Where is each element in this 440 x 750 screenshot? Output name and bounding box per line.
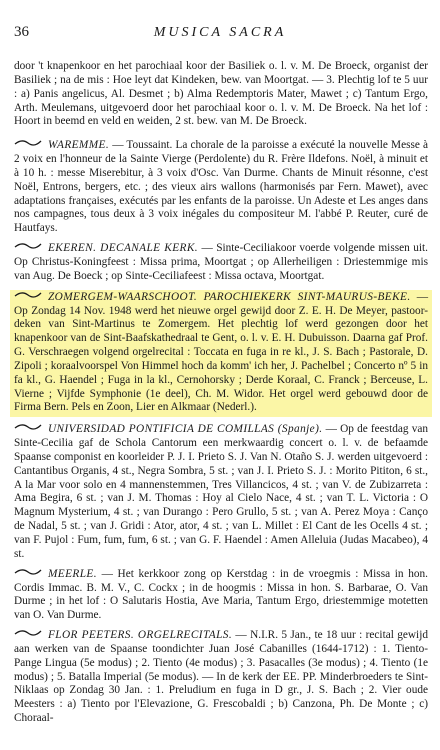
section-flor-peeters — [14, 629, 428, 726]
section-ekeren — [14, 242, 428, 284]
section-zomergem-highlighted — [10, 290, 432, 418]
article-body — [14, 60, 428, 732]
section-heading: FLOR PEETERS. ORGELRECITALS. — [48, 629, 233, 642]
section-text: — Toussaint. La chorale de la paroisse a exécuté la nouvelle Messe à 2 voix en l'honneur de la Sainte Vierge (Perdolente) du R. Frère Ildefons. Noël, à minuit et à 10 h. : messe Miserebitur, à 3 voix d'Osc. Van Durme. Chants de Minuit résonne, c'est Noël, Entrons, bergers, etc. ; des vieux airs wallons (harmonisés par Fern. Mawet), avec adaptations françaises, exécutés par les enfants de la paroisse. Un Adeste et Les anges dans nos campagnes, tous deux à 3 voix inégales du compositeur M. l'abbé P. Reuter, curé de Hautfays. — [14, 139, 429, 235]
section-text: — Sinte-Ceciliakoor voerde volgende missen uit. Op Christus-Koningfeest : Missa prima, Moortgat ; op Allerheiligen : Driestemmige mis van Aug. De Boeck ; op Sinte-Ceciliafeest : Missa octava, Moortgat. — [14, 242, 428, 282]
section-text: — Op Zondag 14 Nov. 1948 werd het nieuwe orgel gewijd door Z. E. H. De Meyer, pastoor-deken van Sint-Martinus te Zomergem. Het plechtig lof werd gezongen door het knapenkoor van de Sint-Baafskathedraal te Gent, o. l. v. E. H. Dubuisson. Daarna gaf Prof. G. Verschraegen volgend orgelrecital : Toccata en fuga in re kl., J. S. Bach ; Pastorale, D. Zipoli ; koraalvoorspel Von Himmel hoch da komm' ich her, J. Pachelbel ; Concerto nº 5 in fa kl., G. Haendel ; Fuga in la kl., Cernohorsky ; Derde Koraal, C. Franck ; Berceuse, L. Vierne ; Vijfde Symphonie (1e deel), Ch. M. Widor. Het orgel werd gebouwd door de Firma Bern. Pels en Zoon, Lier en Alkmaar (Nederl.). — [14, 290, 429, 414]
swash-ornament-icon — [14, 242, 42, 249]
section-text: — N.I.R. 5 Jan., te 18 uur : recital gewijd aan werken van de Spaanse toondichter Juan José Cabanilles (1644-1712) : 1. Tiento-Pange Lingua (5e modus) ; 2. Tiento (4e modus) ; 3. Pasacalles (3e modus) ; 4. Tiento (1e modus) ; 5. Batalla Imperial (5e modus). — In de kerk der EE. PP. Minderbroeders te Sint-Niklaas op Zondag 30 Jan. : 1. Preludium en fuga in D gr., J. S. Bach ; 2. Vier oude Meesters : a) Tiento por l'Elevazione, G. Frescobaldi ; b) Canzona, Ph. De Monte ; c) Choraal- — [14, 629, 428, 725]
swash-ornament-icon — [14, 629, 42, 636]
section-heading: EKEREN. DECANALE KERK. — [48, 242, 199, 255]
swash-ornament-icon — [14, 139, 42, 146]
page-number: 36 — [14, 24, 29, 40]
section-heading: WAREMME. — [48, 139, 110, 152]
section-comillas — [14, 423, 428, 561]
section-continuation — [14, 60, 428, 129]
section-heading: MEERLE. — [48, 567, 97, 580]
swash-ornament-icon — [14, 568, 42, 575]
swash-ornament-icon — [14, 423, 42, 430]
section-text: — Op de feestdag van Sinte-Cecilia gaf de Schola Cantorum een merkwaardig concert o. l. v. de befaamde Spaanse componist en koorleider P. J. I. Prieto S. J. Van N. Otaño S. J. werden uitgevoerd : Cantantibus Organis, 4 st., Negra Sombra, 5 st. ; van J. I. Prieto S. J. : Morito Pititon, 6 st., A la Mar voor solo en 4 mannenstemmen, Tres Villancicos, 4 st. ; van V. de Zubizarreta : Ama Begira, 6 st. ; van J. M. Thomas : Hoy al Cielo Nace, 4 st. ; van T. L. Victoria : O Magnum Mysterium, 4 st. ; van Durango : Pero Grullo, 5 st. ; van A. Perez Moya : Canço de Nadal, 5 st. ; van J. Gridi : Ator, ator, 4 st. ; van L. Millet : El Cant de les Ocells 4 st. ; van F. Pujol : Fum, fum, fum, 6 st. ; van G. F. Haendel : Amen Alleluia (Judas Macabeo), 4 st. — [14, 423, 429, 560]
running-title: MUSICA SACRA — [153, 25, 287, 40]
page-header — [0, 24, 440, 44]
section-meerle — [14, 568, 428, 623]
section-text: door 't knapenkoor en het parochiaal koor der Basiliek o. l. v. M. De Broeck, organist der Basiliek ; na de mis : Hoe leyt dat Kindeken, bew. van Moortgat. — 3. Plechtig lof te 5 uur : a) Panis angelicus, Al. Desmet ; b) Alma Redemptoris Mater, Mawet ; c) Tantum Ergo, Arth. Meulemans, uitgevoerd door het parochiaal koor o. l. v. M. De Broeck. Na het lof : Hoort in beemd en veld en weiden, 2 st. bew. van M. De Broeck. — [14, 60, 428, 128]
section-heading: ZOMERGEM-WAARSCHOOT. PAROCHIEKERK SINT-MAURUS-BEKE. — [48, 290, 411, 303]
section-heading: UNIVERSIDAD PONTIFICIA DE COMILLAS (Spanje). — [48, 423, 323, 436]
section-text: — Het kerkkoor zong op Kerstdag : in de vroegmis : Missa in hon. Cordis Immac. B. M. V., C. Cockx ; in de hoogmis : Missa in hon. S. Barbarae, O. Van Durme ; in het lof : O Salutaris Hostia, Ave Maria, Tantum Ergo, driestemmige motetten van O. Van Durme. — [14, 567, 428, 622]
swash-ornament-icon — [14, 291, 42, 298]
section-waremme — [14, 139, 428, 236]
